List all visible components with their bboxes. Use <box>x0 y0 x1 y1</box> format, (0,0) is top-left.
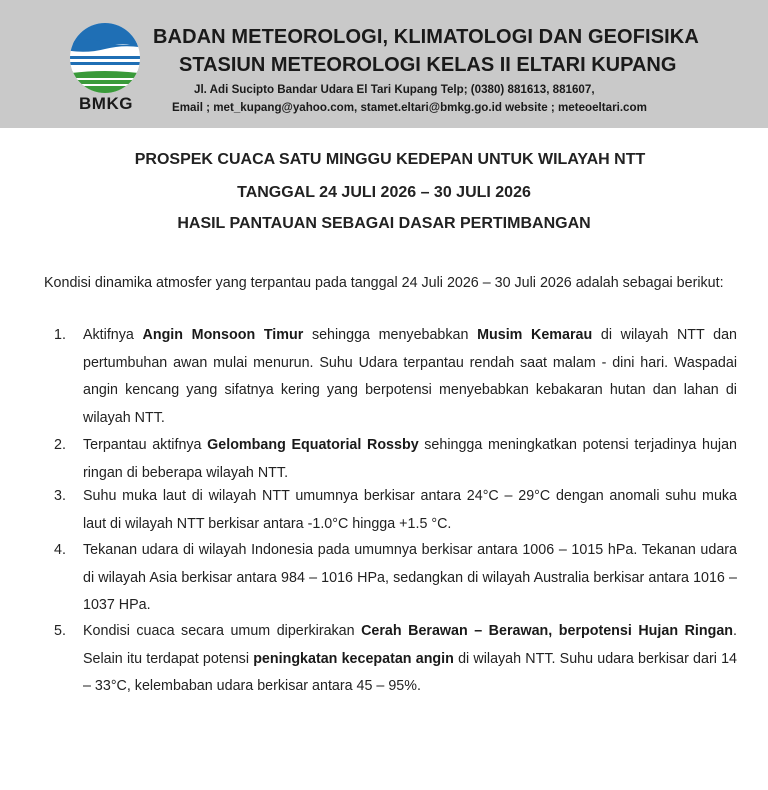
list-text: Aktifnya Angin Monsoon Timur sehingga menyebabkan Musim Kemarau di wilayah NTT dan pertumbuhan awan mulai menurun. Suhu Udara terpantau rendah saat malam - dini hari. Waspadai angin kencang yang sifatnya kering yang berpotensi menyebabkan kebakaran hutan dan lahan di wilayah NTT. <box>83 327 737 426</box>
list-text: Suhu muka laut di wilayah NTT umumnya berkisar antara 24°C – 29°C dengan anomali suhu muka laut di wilayah NTT berkisar antara -1.0°C hingga +1.5 °C. <box>83 488 737 532</box>
station-name: STASIUN METEOROLOGI KELAS II ELTARI KUPANG <box>179 54 677 76</box>
list-text: Tekanan udara di wilayah Indonesia pada umumnya berkisar antara 1006 – 1015 hPa. Tekanan udara di wilayah Asia berkisar antara 984 – 1016 HPa, sedangkan di wilayah Australia berkisar antara 1016 – 1037 HPa. <box>83 542 737 613</box>
bmkg-logo-icon <box>64 22 146 94</box>
list-number: 4. <box>54 542 66 558</box>
list-text: Kondisi cuaca secara umum diperkirakan Cerah Berawan – Berawan, berpotensi Hujan Ringan. Selain itu terdapat potensi peningkatan kecepatan angin di wilayah NTT. Suhu udara berkisar dari 14 – 33°C, kelembaban udara berkisar antara 45 – 95%. <box>83 623 737 694</box>
document-subtitle: HASIL PANTAUAN SEBAGAI DASAR PERTIMBANGAN <box>177 215 591 232</box>
intro-paragraph: Kondisi dinamika atmosfer yang terpantau pada tanggal 24 Juli 2026 – 30 Juli 2026 adalah sebagai berikut: <box>44 275 724 291</box>
list-number: 1. <box>54 327 66 343</box>
letterhead <box>0 0 768 128</box>
station-address: Jl. Adi Sucipto Bandar Udara El Tari Kupang Telp; (0380) 881613, 881607, <box>194 83 595 96</box>
station-contact: Email ; met_kupang@yahoo.com, stamet.eltari@bmkg.go.id website ; meteoeltari.com <box>172 101 647 114</box>
logo-text: BMKG <box>79 94 133 113</box>
document-date-range: TANGGAL 24 JULI 2026 – 30 JULI 2026 <box>237 184 531 201</box>
org-name: BADAN METEOROLOGI, KLIMATOLOGI DAN GEOFISIKA <box>153 26 699 48</box>
list-number: 5. <box>54 623 66 639</box>
list-text: Terpantau aktifnya Gelombang Equatorial Rossby sehingga meningkatkan potensi terjadinya hujan ringan di beberapa wilayah NTT. <box>83 437 737 481</box>
document-title: PROSPEK CUACA SATU MINGGU KEDEPAN UNTUK WILAYAH NTT <box>134 151 646 168</box>
list-number: 3. <box>54 488 66 504</box>
list-number: 2. <box>54 437 66 453</box>
